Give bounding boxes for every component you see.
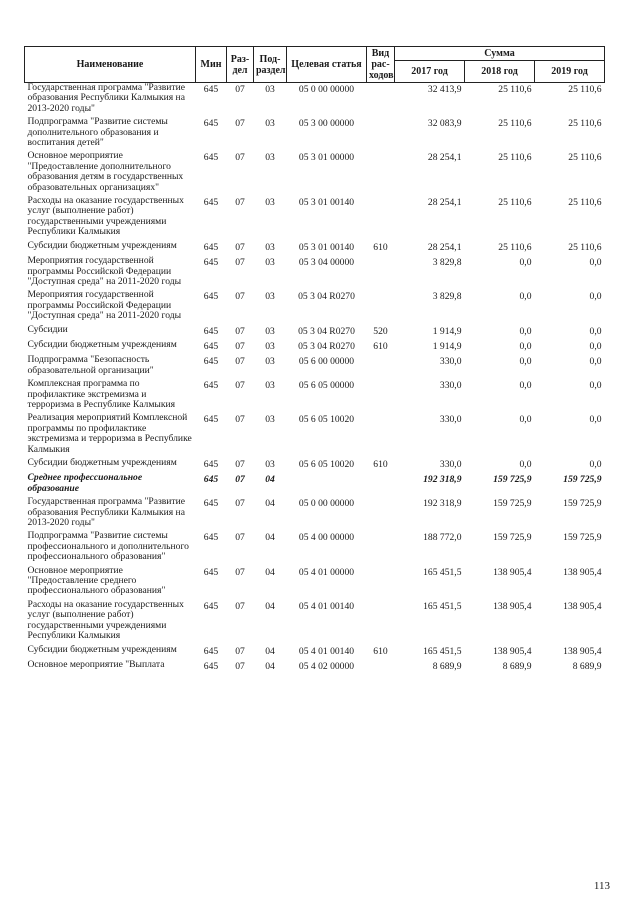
row-name: Субсидии бюджетным учреждениям <box>27 643 177 655</box>
row-name: Субсидии <box>27 323 68 335</box>
row-podrazdel: 04 <box>265 566 275 578</box>
row-name: Субсидии бюджетным учреждениям <box>27 239 177 251</box>
row-sum-2019: 25 110,6 <box>568 152 602 164</box>
row-target: 05 6 05 10020 <box>298 414 355 426</box>
row-podrazdel: 03 <box>265 459 275 470</box>
row-name: Реализация мероприятий Комплексной программы по профилактике экстремизма и терроризма в Республике Калмыкия <box>27 412 192 455</box>
row-target: 05 3 00 00000 <box>298 118 355 130</box>
col-2019-header: 2019 год <box>535 61 605 83</box>
row-razdel: 07 <box>235 566 245 578</box>
row-razdel: 07 <box>235 532 245 544</box>
row-podrazdel: 03 <box>265 257 275 269</box>
table-row <box>25 566 605 600</box>
row-sum-2019: 0,0 <box>589 356 602 368</box>
table-row <box>25 256 605 290</box>
row-razdel: 07 <box>235 325 245 337</box>
row-razdel: 07 <box>235 498 245 510</box>
row-vid: 610 <box>373 241 388 253</box>
row-vid: 520 <box>373 325 388 337</box>
row-podrazdel: 03 <box>265 340 275 352</box>
row-vid <box>367 355 395 379</box>
table-row <box>25 600 605 645</box>
row-sum-2018: 25 110,6 <box>498 197 532 209</box>
row-target: 05 3 04 R0270 <box>298 325 355 337</box>
row-target: 05 4 01 00140 <box>298 645 355 657</box>
row-sum-2017: 3 829,8 <box>432 291 462 303</box>
row-min: 645 <box>203 356 219 368</box>
row-podrazdel: 03 <box>265 325 275 337</box>
table-row <box>25 531 605 565</box>
row-sum-2018: 0,0 <box>519 325 532 337</box>
row-sum-2018: 159 725,9 <box>493 532 532 544</box>
row-name: Субсидии бюджетным учреждениям <box>27 338 177 350</box>
row-min: 645 <box>203 660 219 672</box>
row-razdel: 07 <box>235 600 245 612</box>
row-sum-2018: 159 725,9 <box>493 498 532 510</box>
row-min: 645 <box>203 532 219 544</box>
row-target: 05 6 00 00000 <box>298 356 355 368</box>
row-podrazdel: 03 <box>265 118 275 130</box>
row-sum-2018: 138 905,4 <box>493 645 532 657</box>
row-name: Комплексная программа по профилактике экстремизма и терроризма в Республике Калмыкия <box>27 378 176 410</box>
row-razdel: 07 <box>235 356 245 368</box>
row-target: 05 6 05 00000 <box>298 380 355 392</box>
row-sum-2019: 138 905,4 <box>563 600 602 612</box>
row-razdel: 07 <box>235 474 245 486</box>
col-2017-header: 2017 год <box>395 61 465 83</box>
row-min: 645 <box>203 380 219 392</box>
row-razdel: 07 <box>235 645 245 657</box>
row-razdel: 07 <box>235 459 245 470</box>
row-target: 05 3 01 00000 <box>298 152 355 164</box>
row-sum-2018: 25 110,6 <box>498 118 532 130</box>
row-sum-2018: 138 905,4 <box>493 600 532 612</box>
row-sum-2019: 138 905,4 <box>563 645 602 657</box>
col-min-header: Мин <box>196 47 227 83</box>
page-number: 113 <box>593 880 610 892</box>
row-sum-2018: 0,0 <box>519 380 532 392</box>
row-min: 645 <box>203 340 219 352</box>
row-name: Государственная программа "Развитие образования Республики Калмыкия на 2013-2020 годы" <box>27 82 186 114</box>
row-podrazdel: 03 <box>265 291 275 303</box>
table-row <box>25 241 605 256</box>
table-row <box>25 413 605 458</box>
row-sum-2018: 0,0 <box>519 414 532 426</box>
row-name: Расходы на оказание государственных услуг (выполнение работ) государственными учреждениями Республики Калмыкия <box>27 195 184 238</box>
row-razdel: 07 <box>235 118 245 130</box>
row-sum-2018: 25 110,6 <box>498 84 532 95</box>
row-target: 05 3 04 R0270 <box>298 340 355 352</box>
row-podrazdel: 03 <box>265 414 275 426</box>
col-sum-header: Сумма <box>395 47 605 61</box>
table-header <box>25 47 605 83</box>
row-razdel: 07 <box>235 660 245 672</box>
row-target: 05 3 04 00000 <box>298 257 355 269</box>
row-target: 05 4 00 00000 <box>298 532 355 544</box>
table-row <box>25 151 605 196</box>
row-podrazdel: 04 <box>265 532 275 544</box>
row-sum-2017: 330,0 <box>439 356 462 368</box>
row-sum-2019: 25 110,6 <box>568 197 602 209</box>
table-row <box>25 325 605 340</box>
row-sum-2019: 0,0 <box>589 380 602 392</box>
table-row <box>25 340 605 355</box>
row-podrazdel: 03 <box>265 241 275 253</box>
budget-sheet <box>24 46 604 675</box>
row-razdel: 07 <box>235 84 245 95</box>
row-vid <box>367 473 395 497</box>
row-sum-2019: 0,0 <box>589 291 602 303</box>
row-podrazdel: 03 <box>265 197 275 209</box>
row-podrazdel: 03 <box>265 380 275 392</box>
row-razdel: 07 <box>235 241 245 253</box>
row-name: Среднее профессиональное образование <box>27 472 143 494</box>
row-vid <box>367 531 395 565</box>
row-sum-2017: 28 254,1 <box>427 241 462 253</box>
row-sum-2017: 3 829,8 <box>432 257 462 269</box>
row-vid <box>367 660 395 675</box>
row-min: 645 <box>203 241 219 253</box>
row-sum-2017: 165 451,5 <box>423 566 462 578</box>
row-min: 645 <box>203 566 219 578</box>
row-vid: 610 <box>373 340 388 352</box>
row-sum-2019: 0,0 <box>589 459 602 470</box>
row-sum-2017: 192 318,9 <box>423 474 462 486</box>
row-target: 05 3 04 R0270 <box>298 291 355 303</box>
table-row <box>25 355 605 379</box>
row-min: 645 <box>203 257 219 269</box>
row-sum-2019: 0,0 <box>589 325 602 337</box>
row-podrazdel: 04 <box>265 474 275 486</box>
row-min: 645 <box>203 84 219 95</box>
row-sum-2018: 8 689,9 <box>502 660 532 672</box>
row-min: 645 <box>203 414 219 426</box>
row-sum-2017: 192 318,9 <box>423 498 462 510</box>
row-vid: 610 <box>373 645 388 657</box>
row-sum-2017: 330,0 <box>439 414 462 426</box>
row-vid: 610 <box>373 459 388 470</box>
table-row <box>25 645 605 660</box>
row-sum-2019: 0,0 <box>589 340 602 352</box>
budget-table <box>24 46 605 675</box>
row-vid <box>367 196 395 241</box>
row-name: Расходы на оказание государственных услуг (выполнение работ) государственными учреждениями Республики Калмыкия <box>27 598 184 642</box>
row-sum-2018: 0,0 <box>519 356 532 368</box>
row-target: 05 4 01 00000 <box>298 566 355 578</box>
row-sum-2017: 28 254,1 <box>427 197 462 209</box>
row-sum-2017: 165 451,5 <box>423 645 462 657</box>
row-name: Основное мероприятие "Выплата <box>27 658 165 670</box>
row-sum-2019: 0,0 <box>589 257 602 269</box>
row-sum-2018: 159 725,9 <box>493 474 532 486</box>
row-podrazdel: 03 <box>265 152 275 164</box>
row-target: 05 4 02 00000 <box>298 660 355 672</box>
col-name-header: Наименование <box>25 47 196 83</box>
row-target: 05 0 00 00000 <box>298 498 355 510</box>
row-min: 645 <box>203 152 219 164</box>
row-min: 645 <box>203 118 219 130</box>
row-podrazdel: 04 <box>265 498 275 510</box>
row-razdel: 07 <box>235 152 245 164</box>
row-sum-2017: 330,0 <box>439 380 462 392</box>
row-sum-2017: 188 772,0 <box>423 532 462 544</box>
row-sum-2019: 138 905,4 <box>563 566 602 578</box>
row-sum-2019: 25 110,6 <box>568 241 602 253</box>
col-2018-header: 2018 год <box>465 61 535 83</box>
col-vid-header: Вид рас-ходов <box>367 47 395 83</box>
row-target: 05 6 05 10020 <box>298 459 355 470</box>
row-name: Мероприятия государственной программы Российской Федерации "Доступная среда" на 2011-2020 годы <box>27 255 182 287</box>
row-sum-2017: 32 413,9 <box>427 84 462 95</box>
row-sum-2018: 0,0 <box>519 340 532 352</box>
row-sum-2019: 159 725,9 <box>563 474 602 486</box>
row-razdel: 07 <box>235 380 245 392</box>
row-razdel: 07 <box>235 340 245 352</box>
row-vid <box>367 600 395 645</box>
row-name: Основное мероприятие "Предоставление среднего профессионального образования" <box>27 564 166 597</box>
row-razdel: 07 <box>235 414 245 426</box>
row-min: 645 <box>203 498 219 510</box>
row-sum-2019: 25 110,6 <box>568 118 602 130</box>
table-row <box>25 458 605 473</box>
table-row <box>25 497 605 531</box>
row-sum-2017: 165 451,5 <box>423 600 462 612</box>
row-sum-2017: 28 254,1 <box>427 152 462 164</box>
row-podrazdel: 04 <box>265 660 275 672</box>
table-row <box>25 379 605 413</box>
row-target: 05 3 01 00140 <box>298 197 355 209</box>
row-sum-2019: 25 110,6 <box>568 84 602 95</box>
row-min: 645 <box>203 459 219 470</box>
row-razdel: 07 <box>235 197 245 209</box>
row-sum-2017: 1 914,9 <box>432 340 462 352</box>
row-sum-2018: 25 110,6 <box>498 152 532 164</box>
row-min: 645 <box>203 645 219 657</box>
row-min: 645 <box>203 291 219 303</box>
row-sum-2018: 0,0 <box>519 459 532 470</box>
row-name: Основное мероприятие "Предоставление дополнительного образования детям в государственных образовательных организациях" <box>27 150 184 193</box>
col-razdel-header: Раз-дел <box>227 47 254 83</box>
table-row <box>25 83 605 118</box>
row-razdel: 07 <box>235 257 245 269</box>
row-min: 645 <box>203 325 219 337</box>
row-sum-2018: 0,0 <box>519 291 532 303</box>
row-podrazdel: 04 <box>265 600 275 612</box>
row-name: Субсидии бюджетным учреждениям <box>27 457 177 468</box>
row-vid <box>367 256 395 290</box>
table-row <box>25 290 605 324</box>
row-sum-2019: 0,0 <box>589 414 602 426</box>
row-podrazdel: 03 <box>265 356 275 368</box>
table-row <box>25 473 605 497</box>
row-min: 645 <box>203 600 219 612</box>
row-sum-2018: 25 110,6 <box>498 241 532 253</box>
row-vid <box>367 379 395 413</box>
row-name: Подпрограмма "Развитие системы дополнительного образования и воспитания детей" <box>27 116 168 149</box>
col-podrazdel-header: Под-раздел <box>254 47 287 83</box>
row-sum-2019: 159 725,9 <box>563 498 602 510</box>
table-row <box>25 196 605 241</box>
row-vid <box>367 83 395 118</box>
row-vid <box>367 151 395 196</box>
row-vid <box>367 497 395 531</box>
row-name: Мероприятия государственной программы Российской Федерации "Доступная среда" на 2011-2020 годы <box>27 289 182 322</box>
row-podrazdel: 04 <box>265 645 275 657</box>
row-sum-2017: 1 914,9 <box>432 325 462 337</box>
table-row <box>25 660 605 675</box>
row-sum-2017: 8 689,9 <box>432 660 462 672</box>
row-vid <box>367 117 395 151</box>
row-target: 05 4 01 00140 <box>298 600 355 612</box>
row-vid <box>367 566 395 600</box>
row-name: Подпрограмма "Развитие системы профессионального и дополнительного профессионального образования" <box>27 530 189 563</box>
row-razdel: 07 <box>235 291 245 303</box>
row-name: Подпрограмма "Безопасность образовательной организации" <box>27 354 154 376</box>
row-min: 645 <box>203 197 219 209</box>
row-target <box>287 473 367 497</box>
row-vid <box>367 413 395 458</box>
row-sum-2018: 0,0 <box>519 257 532 269</box>
row-sum-2019: 8 689,9 <box>572 660 602 672</box>
col-target-header: Целевая статья <box>287 47 367 83</box>
row-min: 645 <box>203 474 219 486</box>
row-name: Государственная программа "Развитие образования Республики Калмыкия на 2013-2020 годы" <box>27 496 186 529</box>
row-vid <box>367 290 395 324</box>
row-podrazdel: 03 <box>265 84 275 95</box>
row-target: 05 0 00 00000 <box>298 84 355 95</box>
row-target: 05 3 01 00140 <box>298 241 355 253</box>
row-sum-2019: 159 725,9 <box>563 532 602 544</box>
row-sum-2017: 32 083,9 <box>427 118 462 130</box>
row-sum-2018: 138 905,4 <box>493 566 532 578</box>
row-sum-2017: 330,0 <box>439 459 462 470</box>
table-body <box>25 83 605 676</box>
table-row <box>25 117 605 151</box>
